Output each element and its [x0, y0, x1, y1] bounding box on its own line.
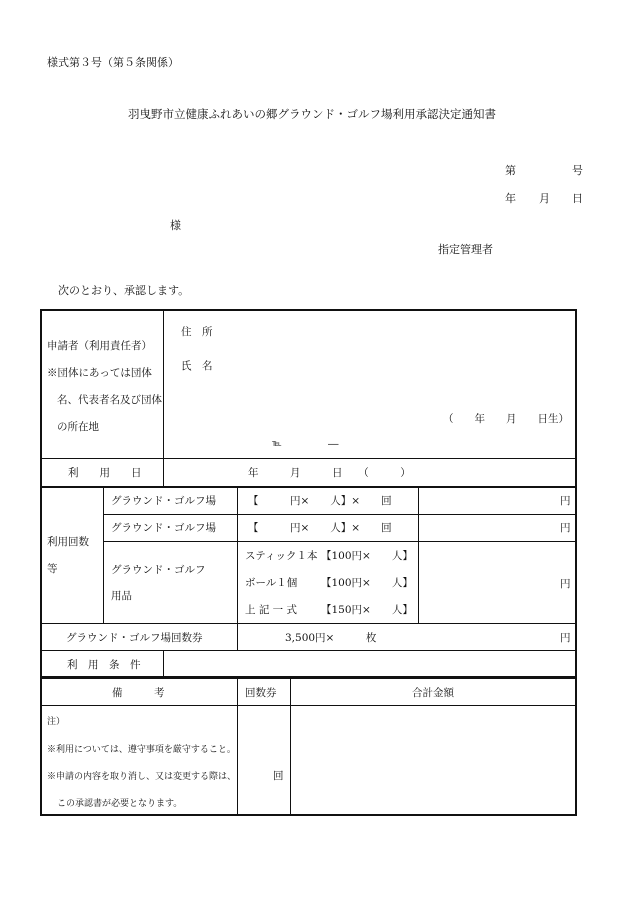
note-3: この承認書が必要となります。	[57, 799, 183, 809]
equip-price-ball: 【100円× 人】	[321, 577, 413, 589]
course-item-2: グラウンド・ゴルフ場	[111, 522, 216, 534]
doc-no-go: 号	[572, 164, 583, 177]
applicant-note-2: 名、代表者名及び団体	[57, 394, 162, 406]
course-unit-1: 円	[560, 495, 571, 507]
applicant-label: 申請者（利用責任者）	[47, 340, 152, 352]
equip-unit: 円	[560, 578, 571, 590]
addressee-suffix: 様	[170, 219, 181, 232]
course-detail-2: 【 円× 人】× 回	[248, 522, 392, 534]
course-unit-2: 円	[560, 522, 571, 534]
ticket-count-header: 回数券	[245, 687, 277, 699]
ticket-unit: 円	[560, 632, 571, 644]
use-date-label: 利 用 日	[68, 467, 142, 479]
use-count-label-1: 利用回数	[47, 536, 89, 548]
applicant-note-3: の所在地	[57, 421, 99, 433]
ticket-count-unit: 回	[273, 770, 284, 782]
use-count-label-2: 等	[47, 563, 58, 575]
date-day: 日	[572, 192, 583, 205]
address-label: 住 所	[181, 326, 213, 338]
note-1: ※利用については、遵守事項を厳守すること。	[47, 745, 236, 755]
tel-dash: ―	[328, 438, 339, 450]
equip-name-set: 上 記 一 式	[245, 604, 298, 616]
tel-label: ℡	[272, 439, 282, 449]
intro-text: 次のとおり、承認します。	[58, 284, 190, 297]
equip-price-stick: 【100円× 人】	[321, 550, 413, 562]
course-item-1: グラウンド・ゴルフ場	[111, 495, 216, 507]
equipment-label-2: 用品	[111, 590, 132, 602]
birth-date: （ 年 月 日生）	[443, 413, 569, 425]
conditions-label: 利 用 条 件	[67, 659, 141, 671]
course-detail-1: 【 円× 人】× 回	[248, 495, 392, 507]
note-2: ※申請の内容を取り消し、又は変更する際は、	[47, 772, 237, 782]
doc-no-dai: 第	[505, 164, 516, 177]
date-year: 年	[505, 192, 516, 205]
applicant-note-1: ※団体にあっては団体	[47, 367, 152, 379]
equip-name-stick: スティック１本	[245, 550, 318, 562]
name-label: 氏 名	[181, 360, 213, 372]
ticket-label: グラウンド・ゴルフ場回数券	[66, 632, 203, 644]
ticket-detail: 3,500円× 枚	[285, 632, 377, 644]
total-amount-header: 合計金額	[412, 687, 454, 699]
date-month: 月	[539, 192, 550, 205]
designated-manager: 指定管理者	[438, 243, 493, 256]
remarks-header: 備 考	[112, 687, 165, 699]
equipment-label-1: グラウンド・ゴルフ	[111, 564, 206, 576]
form-number: 様式第３号（第５条関係）	[47, 56, 179, 69]
document-title: 羽曳野市立健康ふれあいの郷グラウンド・ゴルフ場利用承認決定通知書	[128, 107, 496, 121]
equip-name-ball: ボール１個	[245, 577, 298, 589]
use-date-value: 年 月 日 （ ）	[248, 467, 411, 479]
equip-price-set: 【150円× 人】	[321, 604, 413, 616]
note-head: 注）	[47, 717, 66, 727]
